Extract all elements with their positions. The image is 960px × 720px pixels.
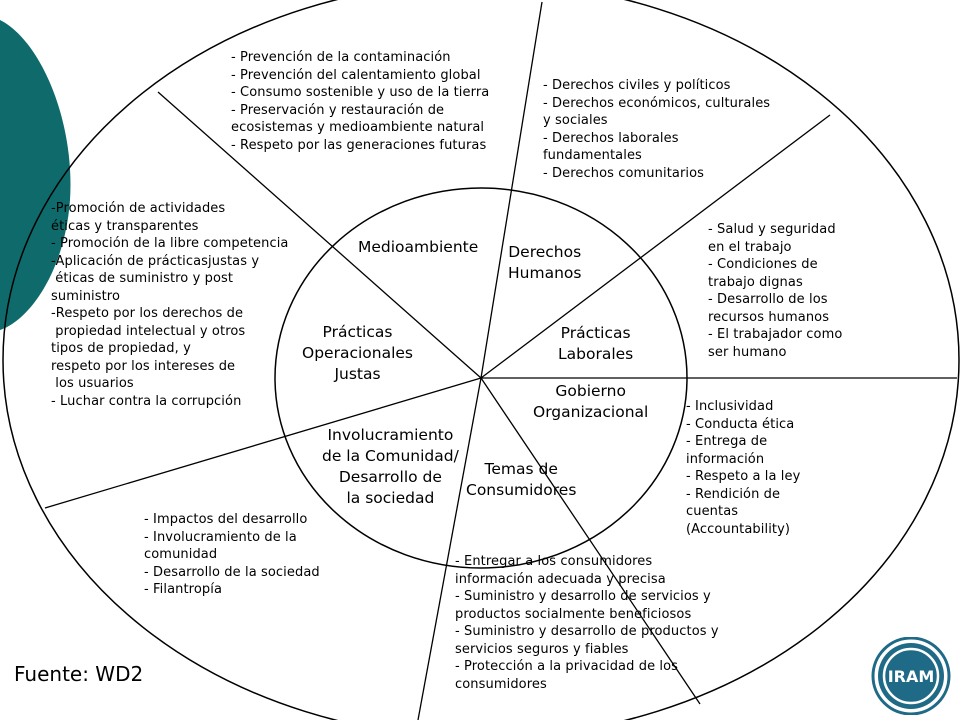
text-line: ecosistemas y medioambiente natural bbox=[231, 120, 485, 135]
text-line: - Luchar contra la corrupción bbox=[51, 393, 242, 409]
text-line: - Prevención de la contaminación bbox=[231, 50, 451, 65]
text-line: - Derechos comunitarios bbox=[543, 165, 705, 181]
text-line: comunidad bbox=[144, 547, 218, 562]
issues-practicas-laborales bbox=[708, 221, 842, 361]
topic-gobierno bbox=[533, 381, 648, 423]
text-line: - Derechos económicos, culturales bbox=[543, 95, 771, 111]
text-line: - Impactos del desarrollo bbox=[144, 512, 308, 527]
text-line: - Inclusividad bbox=[686, 399, 774, 414]
text-line: - Entrega de bbox=[686, 434, 768, 449]
text-line: - Rendición de bbox=[686, 486, 781, 502]
text-line: tipos de propiedad, y bbox=[51, 341, 191, 356]
text-line: los usuarios bbox=[51, 376, 134, 391]
text-line: - Condiciones de bbox=[708, 257, 818, 272]
text-line: productos socialmente beneficiosos bbox=[455, 606, 692, 622]
text-line: - Salud y seguridad bbox=[708, 222, 836, 237]
text-line: - Conducta ética bbox=[686, 416, 795, 432]
text-line: - Desarrollo de la sociedad bbox=[144, 564, 320, 580]
text-line: Organizacional bbox=[533, 403, 649, 421]
iram-logo bbox=[868, 637, 954, 715]
text-line: Gobierno bbox=[555, 382, 626, 400]
text-line: Laborales bbox=[558, 345, 634, 363]
topic-consumidores bbox=[466, 459, 576, 501]
text-line: suministro bbox=[51, 288, 121, 304]
text-line: Medioambiente bbox=[358, 238, 479, 256]
text-line: -Aplicación de prácticasjustas y bbox=[51, 253, 260, 269]
topic-medioambiente bbox=[358, 237, 478, 258]
text-line: respeto por los intereses de bbox=[51, 358, 236, 374]
text-line: - Suministro y desarrollo de servicios y bbox=[455, 589, 711, 604]
text-line: - Preservación y restauración de bbox=[231, 102, 445, 118]
text-line: la sociedad bbox=[346, 489, 435, 507]
source-label: Fuente: WD2 bbox=[14, 662, 144, 686]
text-line: - Respeto por las generaciones futuras bbox=[231, 137, 487, 153]
text-line: - Consumo sostenible y uso de la tierra bbox=[231, 85, 490, 100]
issues-medioambiente bbox=[231, 49, 489, 154]
text-line: trabajo dignas bbox=[708, 274, 803, 290]
text-line: Temas de bbox=[484, 460, 558, 478]
text-line: cuentas bbox=[686, 504, 739, 519]
text-line: Humanos bbox=[508, 264, 582, 282]
text-line: Consumidores bbox=[466, 481, 577, 499]
text-line: Justas bbox=[334, 365, 381, 383]
text-line: información adecuada y precisa bbox=[455, 571, 666, 587]
text-line: éticas y transparentes bbox=[51, 218, 199, 234]
text-line: Operacionales bbox=[302, 344, 413, 362]
text-line: Derechos bbox=[508, 243, 582, 261]
text-line: -Respeto por los derechos de bbox=[51, 306, 244, 321]
text-line: de la Comunidad/ bbox=[322, 447, 459, 465]
text-line: - Prevención del calentamiento global bbox=[231, 67, 481, 83]
text-line: - Entregar a los consumidores bbox=[455, 554, 653, 569]
issues-practicas-operacionales bbox=[51, 200, 288, 410]
topic-derechos-humanos bbox=[508, 242, 581, 284]
text-line: - Derechos civiles y políticos bbox=[543, 78, 731, 93]
text-line: - Derechos laborales bbox=[543, 130, 679, 146]
text-line: - Involucramiento de la bbox=[144, 529, 297, 545]
text-line: - Promoción de la libre competencia bbox=[51, 236, 289, 251]
topic-practicas-laborales bbox=[558, 323, 633, 365]
text-line: - Respeto a la ley bbox=[686, 469, 801, 484]
text-line: y sociales bbox=[543, 113, 608, 128]
text-line: (Accountability) bbox=[686, 521, 791, 537]
text-line: Desarrollo de bbox=[338, 468, 442, 486]
text-line: consumidores bbox=[455, 676, 547, 692]
text-line: Prácticas bbox=[322, 323, 393, 341]
text-line: en el trabajo bbox=[708, 239, 792, 255]
text-line: - Desarrollo de los bbox=[708, 292, 828, 307]
text-line: - El trabajador como bbox=[708, 327, 843, 342]
issues-gobierno bbox=[686, 398, 800, 538]
text-line: fundamentales bbox=[543, 148, 642, 163]
text-line: - Filantropía bbox=[144, 582, 223, 597]
text-line: servicios seguros y fiables bbox=[455, 641, 629, 657]
text-line: - Suministro y desarrollo de productos y bbox=[455, 624, 719, 639]
text-line: Prácticas bbox=[560, 324, 631, 342]
divider-medioambiente-derechos bbox=[481, 2, 542, 378]
text-line: recursos humanos bbox=[708, 309, 830, 325]
issues-comunidad bbox=[144, 511, 320, 599]
text-line: propiedad intelectual y otros bbox=[51, 323, 246, 339]
text-line: información bbox=[686, 451, 765, 467]
text-line: -Promoción de actividades bbox=[51, 201, 226, 216]
text-line: - Protección a la privacidad de los bbox=[455, 659, 679, 674]
topic-practicas-operacionales bbox=[302, 322, 413, 385]
text-line: ser humano bbox=[708, 344, 787, 360]
issues-consumidores bbox=[455, 553, 719, 693]
text-line: éticas de suministro y post bbox=[51, 271, 234, 286]
text-line: Involucramiento bbox=[327, 426, 454, 444]
issues-derechos-humanos bbox=[543, 77, 770, 182]
logo-text: IRAM bbox=[887, 667, 935, 686]
topic-comunidad bbox=[322, 425, 459, 509]
